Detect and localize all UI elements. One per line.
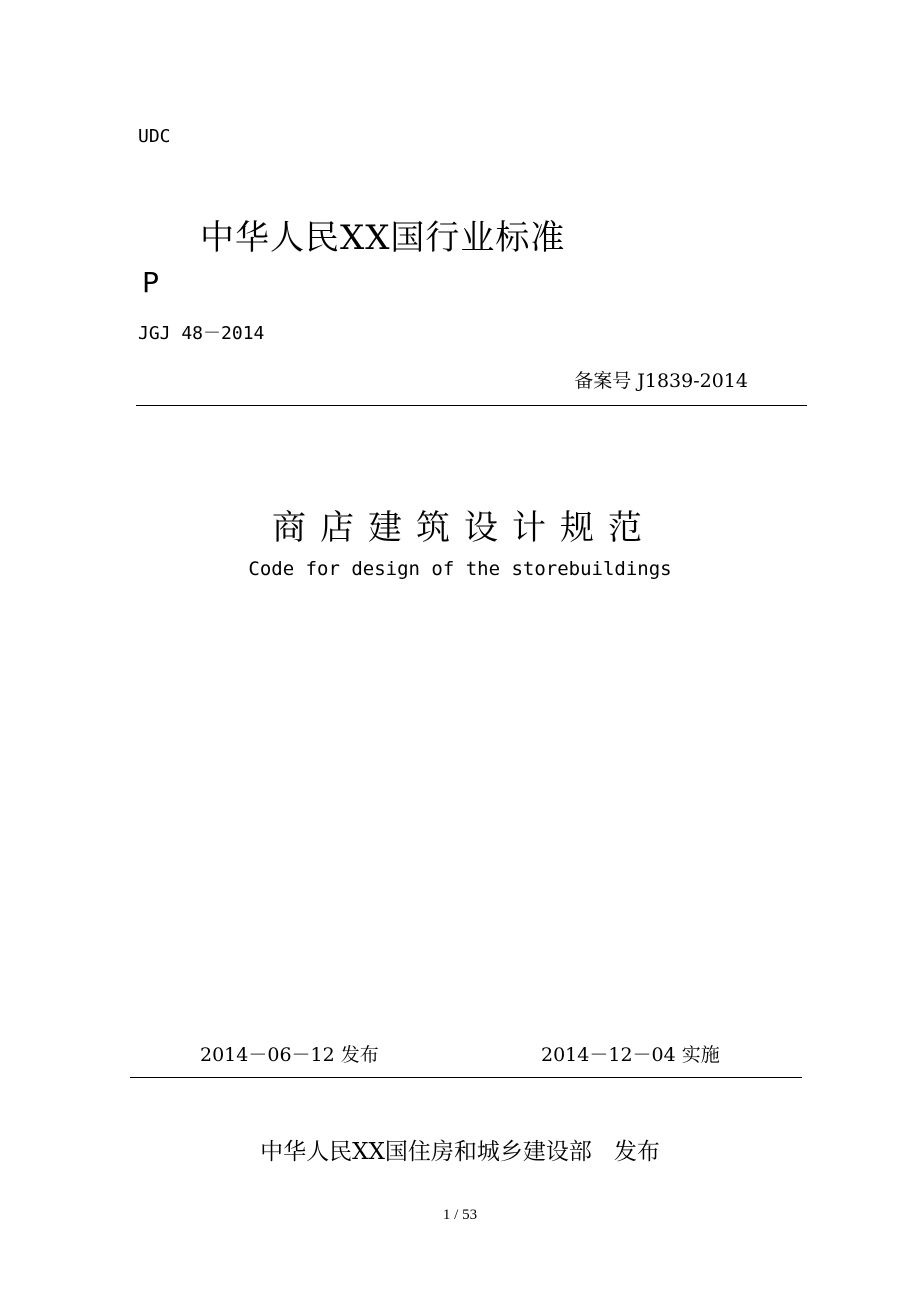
implementation-date: 2014－12－04 实施	[541, 1044, 720, 1066]
document-title: 商店建筑设计规范	[272, 508, 656, 548]
page-indicator: 1 / 53	[442, 1207, 478, 1223]
issue-date: 2014－06－12 发布	[200, 1044, 379, 1066]
publisher-line	[0, 1133, 920, 1166]
record-number: 备案号 J1839-2014	[574, 370, 748, 392]
udc-label: UDC	[138, 126, 171, 147]
classification-mark: P	[142, 266, 159, 299]
standard-category-heading: 中华人民XX国行业标准	[200, 218, 566, 258]
standard-code: JGJ 48－2014	[138, 323, 265, 344]
document-subtitle-english: Code for design of the storebuildings	[248, 558, 672, 580]
bottom-divider	[130, 1077, 802, 1078]
top-divider	[136, 405, 807, 406]
publisher-name: 中华人民XX国住房和城乡建设部	[260, 1139, 592, 1165]
publisher-action: 发布	[613, 1139, 660, 1165]
